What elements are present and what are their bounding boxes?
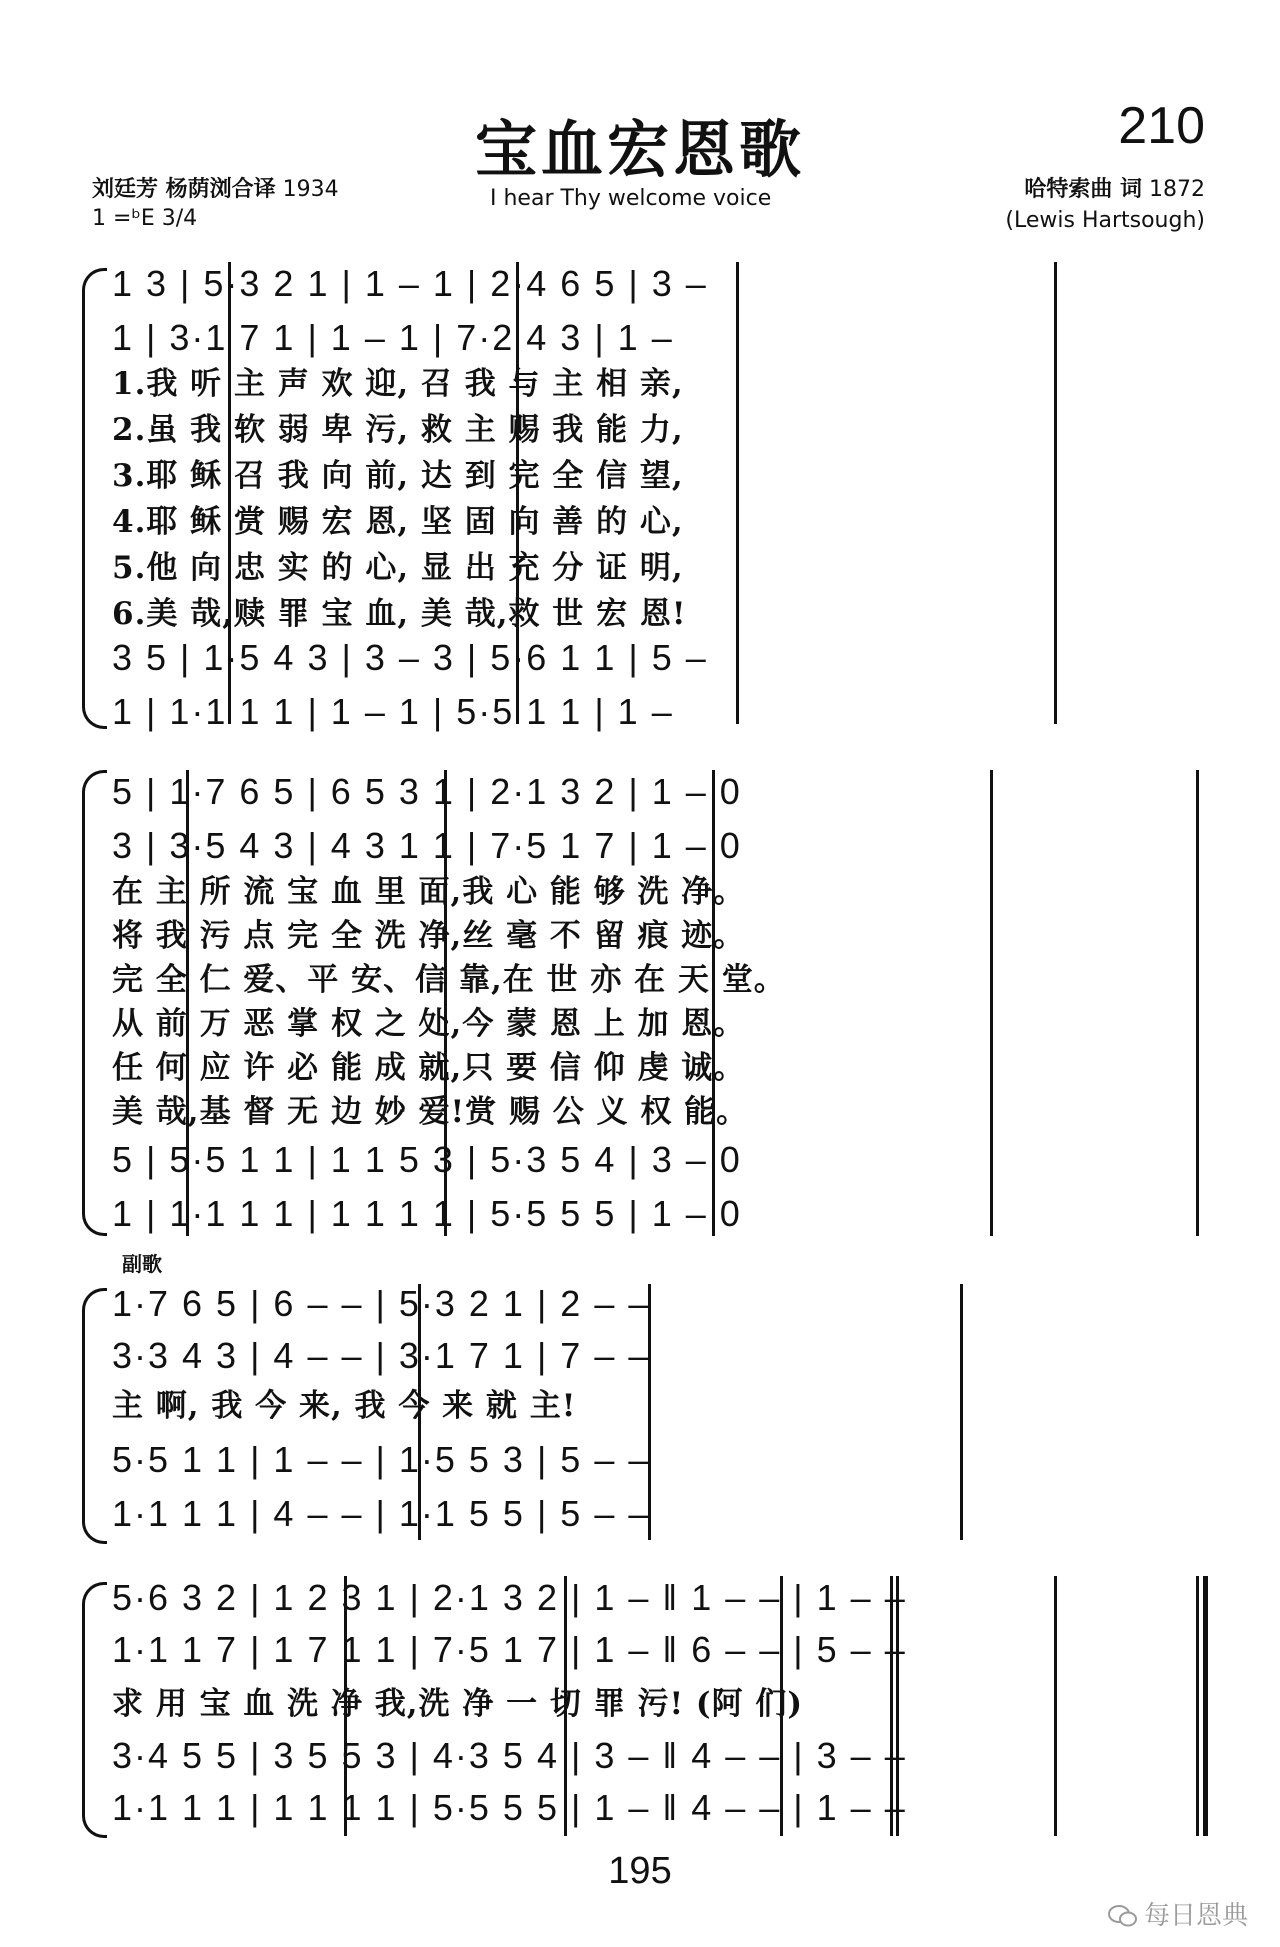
system-brace: [82, 1582, 107, 1838]
lyric-refrain: 主 啊, 我 今 来, 我 今 来 就 主!: [112, 1388, 577, 1424]
lyric-verse-1: 1.我 听 主 声 欢 迎, 召 我 与 主 相 亲,: [112, 366, 684, 402]
lyric-verse-3: 3.耶 稣 召 我 向 前, 达 到 完 全 信 望,: [112, 458, 684, 494]
bass-line-1: 1 | 1·1 1 1 | 1 – 1 | 5·5 1 1 | 1 –: [112, 691, 674, 732]
lyric-verse-4-cont: 从 前 万 恶 掌 权 之 处,今 蒙 恩 上 加 恩。: [112, 1006, 746, 1042]
system-brace: [82, 770, 107, 1236]
lyric-verse-3-cont: 完 全 仁 爱、平 安、信 靠,在 世 亦 在 天 堂。: [112, 962, 786, 998]
lyric-verse-1-cont: 在 主 所 流 宝 血 里 面,我 心 能 够 洗 净。: [112, 874, 746, 910]
final-barline-thick: [1203, 1576, 1208, 1836]
soprano-line-4: 5·6 3 2 | 1 2 3 1 | 2·1 3 2 | 1 – ‖ 1 – – | 1 – –: [112, 1577, 907, 1618]
english-title: I hear Thy welcome voice: [490, 186, 772, 211]
barline: [960, 1284, 963, 1540]
translation-year: 1934: [282, 177, 339, 202]
translators: 刘廷芳 杨荫浏合译: [92, 177, 276, 202]
barline: [1054, 1576, 1057, 1836]
barline: [1054, 262, 1057, 724]
tenor-refrain: 5·5 1 1 | 1 – – | 1·5 5 3 | 5 – –: [112, 1439, 651, 1480]
key-signature: 1 =ᵇE 3/4: [92, 206, 198, 231]
lyric-verse-5-cont: 任 何 应 许 必 能 成 就,只 要 信 仰 虔 诚。: [112, 1050, 746, 1086]
wechat-icon: [1108, 1904, 1138, 1928]
composer-credit: [1024, 172, 1205, 203]
composer-english-name: (Lewis Hartsough): [1005, 208, 1205, 233]
soprano-line-2: 5 | 1·7 6 5 | 6 5 3 1 | 2·1 3 2 | 1 – 0: [112, 771, 742, 812]
soprano-line-1: 1 3 | 5·3 2 1 | 1 – 1 | 2·4 6 5 | 3 –: [112, 263, 708, 304]
watermark-text: 每日恩典: [1143, 1901, 1248, 1931]
tenor-line-1: 3 5 | 1·5 4 3 | 3 – 3 | 5·6 1 1 | 5 –: [112, 637, 708, 678]
composer-label: 哈特索曲 词: [1024, 177, 1142, 202]
composer-year: 1872: [1149, 177, 1205, 202]
hymn-title: 宝血宏恩歌: [474, 113, 805, 186]
bass-refrain: 1·1 1 1 | 4 – – | 1·1 5 5 | 5 – –: [112, 1493, 651, 1534]
lyric-final: 求 用 宝 血 洗 净 我,洗 净 一 切 罪 污! (阿 们): [112, 1686, 804, 1722]
lyric-verse-4: 4.耶 稣 赏 赐 宏 恩, 坚 固 向 善 的 心,: [112, 504, 684, 540]
tenor-line-4: 3·4 5 5 | 3 5 5 3 | 4·3 5 4 | 3 – ‖ 4 – – | 3 – –: [112, 1735, 907, 1776]
refrain-label: 副歌: [122, 1252, 162, 1276]
soprano-refrain: 1·7 6 5 | 6 – – | 5·3 2 1 | 2 – –: [112, 1283, 651, 1324]
final-barline: [1196, 1576, 1199, 1836]
alto-line-4: 1·1 1 7 | 1 7 1 1 | 7·5 1 7 | 1 – ‖ 6 – – | 5 – –: [112, 1629, 907, 1670]
translator-credit: [92, 172, 339, 203]
alto-line-2: 3 | 3·5 4 3 | 4 3 1 1 | 7·5 1 7 | 1 – 0: [112, 825, 742, 866]
system-brace: [82, 1288, 107, 1544]
watermark: [1108, 1895, 1248, 1932]
bass-line-4: 1·1 1 1 | 1 1 1 1 | 5·5 5 5 | 1 – ‖ 4 – – | 1 – –: [112, 1787, 907, 1828]
system-brace: [82, 268, 107, 729]
hymn-number: 210: [1118, 97, 1205, 155]
alto-refrain: 3·3 4 3 | 4 – – | 3·1 7 1 | 7 – –: [112, 1335, 651, 1376]
alto-line-1: 1 | 3·1 7 1 | 1 – 1 | 7·2 4 3 | 1 –: [112, 317, 674, 358]
barline: [990, 770, 993, 1236]
lyric-verse-2-cont: 将 我 污 点 完 全 洗 净,丝 毫 不 留 痕 迹。: [112, 918, 746, 954]
lyric-verse-5: 5.他 向 忠 实 的 心, 显 出 充 分 证 明,: [112, 550, 684, 586]
lyric-verse-6-cont: 美 哉,基 督 无 边 妙 爱!赏 赐 公 义 权 能。: [112, 1094, 749, 1130]
barline: [736, 262, 739, 724]
barline: [1196, 770, 1199, 1236]
bass-line-2: 1 | 1·1 1 1 | 1 1 1 1 | 5·5 5 5 | 1 – 0: [112, 1193, 742, 1234]
lyric-verse-6: 6.美 哉,赎 罪 宝 血, 美 哉,救 世 宏 恩!: [112, 596, 687, 632]
tenor-line-2: 5 | 5·5 1 1 | 1 1 5 3 | 5·3 5 4 | 3 – 0: [112, 1139, 742, 1180]
lyric-verse-2: 2.虽 我 软 弱 卑 污, 救 主 赐 我 能 力,: [112, 412, 684, 448]
page-number: 195: [608, 1850, 672, 1892]
